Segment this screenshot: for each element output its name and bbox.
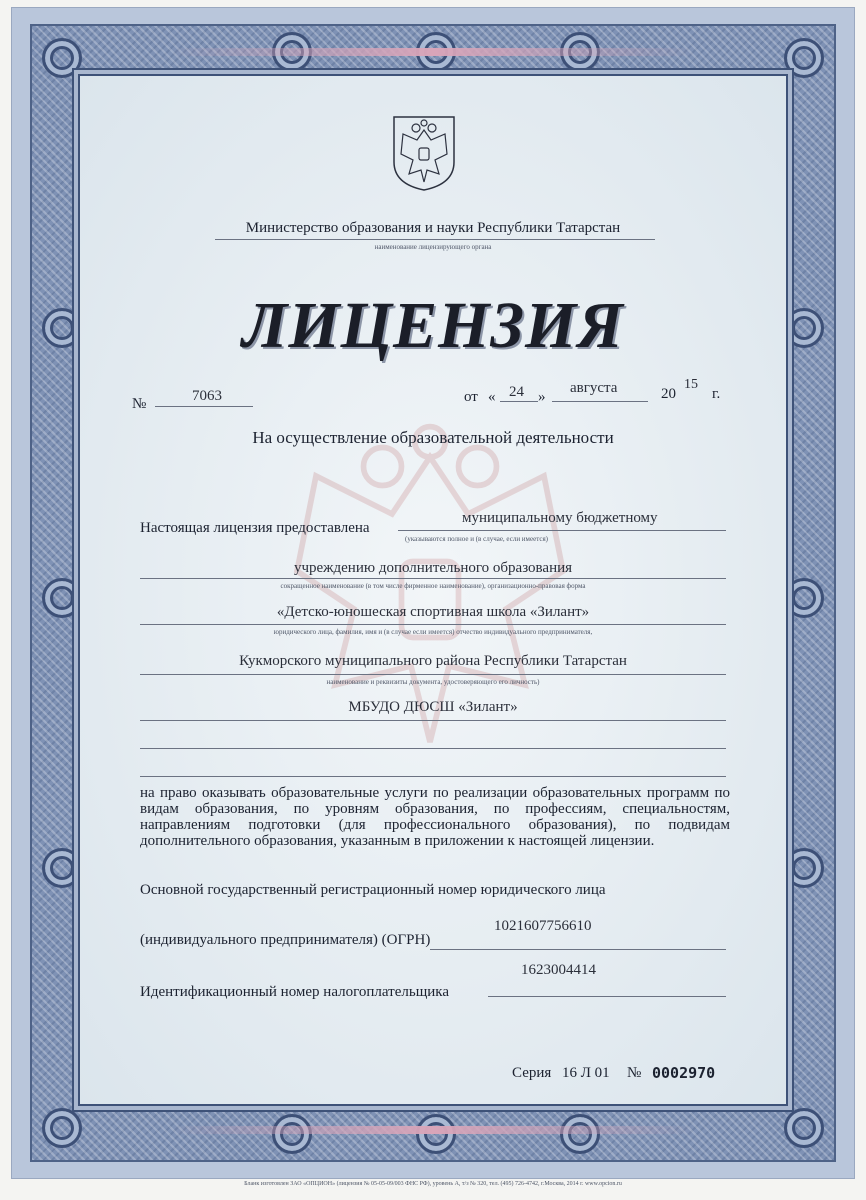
side-ornament <box>784 578 824 618</box>
corner-ornament <box>784 38 824 78</box>
ministry-underline <box>215 239 655 240</box>
coat-of-arms-icon <box>389 112 459 192</box>
printer-footer: Бланк изготовлен ЗАО «ОПЦИОН» (лицензия № 05-05-09/003 ФНС РФ), уровень А, т/з № 320, тел. (495) 726-4742, г.Москва, 2014 г. www.opcion.ru <box>244 1181 622 1187</box>
side-ornament <box>784 848 824 888</box>
ministry-caption: наименование лицензирующего органа <box>374 243 492 251</box>
bottom-ornament <box>272 1114 312 1154</box>
license-purpose: На осуществление образовательной деятельности <box>252 428 614 447</box>
rights-paragraph: на право оказывать образовательные услуги по реализации образовательных программ по видам образования, по уровням образования, по профессиям, специальностям, направлениям подготовки (для профессионального образования), по подвидам дополнительного образования, указанным в приложении к настоящей лицензии. <box>140 785 730 849</box>
number-prefix: № <box>132 396 147 412</box>
series-value: 16 Л 01 <box>562 1065 610 1081</box>
date-year-suffix: 15 <box>684 377 698 392</box>
granted-label: Настоящая лицензия предоставлена <box>140 520 370 536</box>
month-underline <box>552 401 648 402</box>
ogrn-label-line-2: (индивидуального предпринимателя) (ОГРН) <box>140 932 431 948</box>
side-ornament <box>42 848 82 888</box>
inn-label: Идентификационный номер налогоплательщика <box>140 984 450 1000</box>
blank-underline-2 <box>140 776 726 777</box>
ogrn-underline <box>430 949 726 950</box>
licensee-line-1: муниципальному бюджетному <box>462 510 658 526</box>
inn-underline <box>488 996 726 997</box>
ministry-name: Министерство образования и науки Республики Татарстан <box>245 220 621 236</box>
ogrn-value: 1021607756610 <box>494 918 592 934</box>
pink-band-top <box>172 48 694 56</box>
licensee-line-4: Кукморского муниципального района Республики Татарстан <box>239 653 627 669</box>
document-title: ЛИЦЕНЗИЯ <box>242 289 624 362</box>
corner-ornament <box>42 38 82 78</box>
series-label: Серия <box>512 1065 552 1081</box>
corner-ornament <box>42 1108 82 1148</box>
side-ornament <box>784 308 824 348</box>
licensee-caption-2: сокращенное наименование (в том числе фирменное наименование), организационно-правовая форма <box>280 582 586 590</box>
licensee-caption-4: наименование и реквизиты документа, удостоверяющего его личность) <box>326 678 540 686</box>
corner-ornament <box>784 1108 824 1148</box>
date-open-quote: « <box>488 389 496 405</box>
date-year-prefix: 20 <box>661 386 676 402</box>
license-number: 7063 <box>192 388 222 404</box>
date-month: августа <box>570 380 618 396</box>
series-number-prefix: № <box>627 1065 642 1081</box>
series-number: 0002970 <box>652 1064 716 1082</box>
date-year-unit: г. <box>712 386 721 402</box>
ogrn-label-line-1: Основной государственный регистрационный номер юридического лица <box>140 882 606 898</box>
bottom-ornament <box>416 1114 456 1154</box>
licensee-underline-4 <box>140 674 726 675</box>
side-ornament <box>42 578 82 618</box>
licensee-caption-1: (указываются полное и (в случае, если имеется) <box>405 535 549 543</box>
day-underline <box>500 401 538 402</box>
blank-underline-1 <box>140 748 726 749</box>
licensee-line-2: учреждению дополнительного образования <box>293 560 573 576</box>
licensee-underline-2 <box>140 578 726 579</box>
pink-band-bottom <box>172 1126 694 1134</box>
date-close-quote: » <box>538 389 546 405</box>
side-ornament <box>42 308 82 348</box>
bottom-ornament <box>560 1114 600 1154</box>
licensee-line-3: «Детско-юношеская спортивная школа «Зилант» <box>276 604 590 620</box>
date-from: от <box>464 389 478 405</box>
licensee-underline-1 <box>398 530 726 531</box>
licensee-short-name: МБУДО ДЮСШ «Зилант» <box>348 699 518 715</box>
licensee-underline-3 <box>140 624 726 625</box>
licensee-caption-3: юридического лица, фамилия, имя и (в случае если имеется) отчество индивидуального предпринимателя, <box>273 628 593 636</box>
licensee-underline-5 <box>140 720 726 721</box>
eagle-watermark-icon <box>240 400 620 780</box>
date-day: 24 <box>509 384 524 400</box>
inn-value: 1623004414 <box>521 962 596 978</box>
number-underline <box>155 406 253 407</box>
